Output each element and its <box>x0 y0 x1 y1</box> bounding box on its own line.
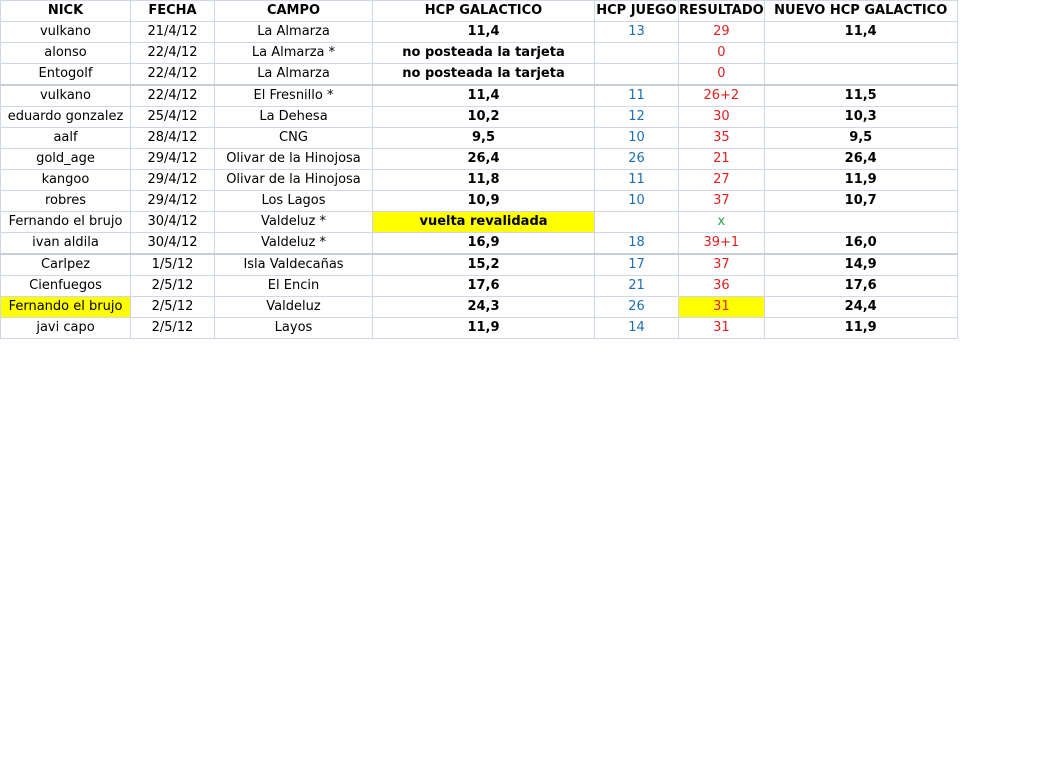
cell-resultado: 29 <box>679 22 765 43</box>
cell-nuevo-hcp <box>764 212 957 233</box>
cell-resultado: 26+2 <box>679 85 765 107</box>
cell-campo: Valdeluz <box>215 297 373 318</box>
table-row <box>1 149 958 170</box>
cell-nuevo-hcp: 9,5 <box>764 128 957 149</box>
cell-resultado: 27 <box>679 170 765 191</box>
cell-fecha: 30/4/12 <box>131 212 215 233</box>
cell-hcp-galactico: 24,3 <box>373 297 595 318</box>
header-hcp-galactico: HCP GALACTICO <box>373 1 595 22</box>
cell-nick: vulkano <box>1 22 131 43</box>
cell-hcp-galactico: 9,5 <box>373 128 595 149</box>
cell-nuevo-hcp: 16,0 <box>764 233 957 255</box>
header-row <box>1 1 958 22</box>
table-row <box>1 64 958 86</box>
cell-hcp-galactico: 16,9 <box>373 233 595 255</box>
header-hcp-juego: HCP JUEGO <box>595 1 679 22</box>
cell-fecha: 29/4/12 <box>131 149 215 170</box>
table-row <box>1 212 958 233</box>
table-row <box>1 191 958 212</box>
cell-resultado: 0 <box>679 43 765 64</box>
cell-hcp-juego: 11 <box>595 170 679 191</box>
cell-campo: El Encin <box>215 276 373 297</box>
header-fecha: FECHA <box>131 1 215 22</box>
table-row <box>1 170 958 191</box>
cell-campo: La Almarza * <box>215 43 373 64</box>
cell-resultado: 21 <box>679 149 765 170</box>
cell-fecha: 29/4/12 <box>131 170 215 191</box>
cell-hcp-juego <box>595 64 679 86</box>
cell-nick: Fernando el brujo <box>1 212 131 233</box>
cell-campo: La Dehesa <box>215 107 373 128</box>
cell-resultado: 39+1 <box>679 233 765 255</box>
cell-fecha: 22/4/12 <box>131 43 215 64</box>
cell-fecha: 30/4/12 <box>131 233 215 255</box>
table-row <box>1 233 958 255</box>
table-row <box>1 107 958 128</box>
cell-nick: Fernando el brujo <box>1 297 131 318</box>
cell-resultado: 37 <box>679 191 765 212</box>
header-resultado: RESULTADO <box>679 1 765 22</box>
cell-nuevo-hcp <box>764 64 957 86</box>
cell-hcp-galactico: 11,4 <box>373 22 595 43</box>
cell-nuevo-hcp: 11,9 <box>764 170 957 191</box>
cell-hcp-galactico: 15,2 <box>373 254 595 276</box>
cell-hcp-juego: 11 <box>595 85 679 107</box>
cell-nick: eduardo gonzalez <box>1 107 131 128</box>
table-row <box>1 254 958 276</box>
cell-hcp-galactico: 10,9 <box>373 191 595 212</box>
cell-nick: alonso <box>1 43 131 64</box>
cell-hcp-galactico: 11,4 <box>373 85 595 107</box>
cell-hcp-juego: 18 <box>595 233 679 255</box>
cell-nick: ivan aldila <box>1 233 131 255</box>
cell-resultado: 35 <box>679 128 765 149</box>
cell-resultado: 36 <box>679 276 765 297</box>
cell-hcp-juego <box>595 212 679 233</box>
handicap-results-table <box>0 0 958 339</box>
cell-campo: Valdeluz * <box>215 212 373 233</box>
cell-resultado: 30 <box>679 107 765 128</box>
cell-resultado: x <box>679 212 765 233</box>
cell-hcp-juego: 17 <box>595 254 679 276</box>
cell-hcp-juego: 10 <box>595 128 679 149</box>
cell-campo: La Almarza <box>215 22 373 43</box>
cell-fecha: 29/4/12 <box>131 191 215 212</box>
cell-campo: Layos <box>215 318 373 339</box>
cell-fecha: 2/5/12 <box>131 318 215 339</box>
cell-hcp-juego: 10 <box>595 191 679 212</box>
table-row <box>1 22 958 43</box>
cell-nick: javi capo <box>1 318 131 339</box>
cell-nick: vulkano <box>1 85 131 107</box>
cell-fecha: 25/4/12 <box>131 107 215 128</box>
cell-campo: CNG <box>215 128 373 149</box>
cell-campo: El Fresnillo * <box>215 85 373 107</box>
table-row <box>1 128 958 149</box>
cell-nick: robres <box>1 191 131 212</box>
cell-nuevo-hcp: 24,4 <box>764 297 957 318</box>
cell-resultado: 31 <box>679 297 765 318</box>
cell-nick: Entogolf <box>1 64 131 86</box>
cell-resultado: 37 <box>679 254 765 276</box>
cell-nuevo-hcp: 26,4 <box>764 149 957 170</box>
cell-hcp-juego: 14 <box>595 318 679 339</box>
cell-nuevo-hcp: 11,5 <box>764 85 957 107</box>
cell-hcp-galactico: 10,2 <box>373 107 595 128</box>
cell-hcp-galactico: vuelta revalidada <box>373 212 595 233</box>
table-row <box>1 276 958 297</box>
cell-hcp-juego <box>595 43 679 64</box>
cell-nick: Cienfuegos <box>1 276 131 297</box>
cell-nick: gold_age <box>1 149 131 170</box>
cell-fecha: 2/5/12 <box>131 276 215 297</box>
cell-nuevo-hcp: 10,3 <box>764 107 957 128</box>
cell-fecha: 22/4/12 <box>131 85 215 107</box>
cell-nuevo-hcp: 17,6 <box>764 276 957 297</box>
table-row <box>1 85 958 107</box>
cell-hcp-juego: 12 <box>595 107 679 128</box>
cell-hcp-galactico: no posteada la tarjeta <box>373 43 595 64</box>
cell-hcp-galactico: 17,6 <box>373 276 595 297</box>
cell-nuevo-hcp: 11,9 <box>764 318 957 339</box>
cell-hcp-juego: 21 <box>595 276 679 297</box>
cell-hcp-juego: 26 <box>595 149 679 170</box>
cell-campo: Los Lagos <box>215 191 373 212</box>
cell-fecha: 28/4/12 <box>131 128 215 149</box>
cell-hcp-galactico: 11,8 <box>373 170 595 191</box>
cell-nick: aalf <box>1 128 131 149</box>
cell-nuevo-hcp <box>764 43 957 64</box>
table-row <box>1 297 958 318</box>
table-row <box>1 43 958 64</box>
cell-campo: Valdeluz * <box>215 233 373 255</box>
cell-hcp-galactico: no posteada la tarjeta <box>373 64 595 86</box>
cell-campo: La Almarza <box>215 64 373 86</box>
header-nuevo-hcp: NUEVO HCP GALACTICO <box>764 1 957 22</box>
cell-resultado: 0 <box>679 64 765 86</box>
cell-campo: Olivar de la Hinojosa <box>215 170 373 191</box>
cell-nuevo-hcp: 14,9 <box>764 254 957 276</box>
cell-hcp-juego: 26 <box>595 297 679 318</box>
cell-fecha: 2/5/12 <box>131 297 215 318</box>
cell-nick: kangoo <box>1 170 131 191</box>
header-campo: CAMPO <box>215 1 373 22</box>
cell-campo: Olivar de la Hinojosa <box>215 149 373 170</box>
cell-nuevo-hcp: 10,7 <box>764 191 957 212</box>
table-row <box>1 318 958 339</box>
cell-hcp-galactico: 11,9 <box>373 318 595 339</box>
cell-nuevo-hcp: 11,4 <box>764 22 957 43</box>
header-nick: NICK <box>1 1 131 22</box>
cell-fecha: 1/5/12 <box>131 254 215 276</box>
cell-resultado: 31 <box>679 318 765 339</box>
cell-hcp-galactico: 26,4 <box>373 149 595 170</box>
cell-campo: Isla Valdecañas <box>215 254 373 276</box>
cell-hcp-juego: 13 <box>595 22 679 43</box>
cell-fecha: 21/4/12 <box>131 22 215 43</box>
cell-nick: Carlpez <box>1 254 131 276</box>
cell-fecha: 22/4/12 <box>131 64 215 86</box>
